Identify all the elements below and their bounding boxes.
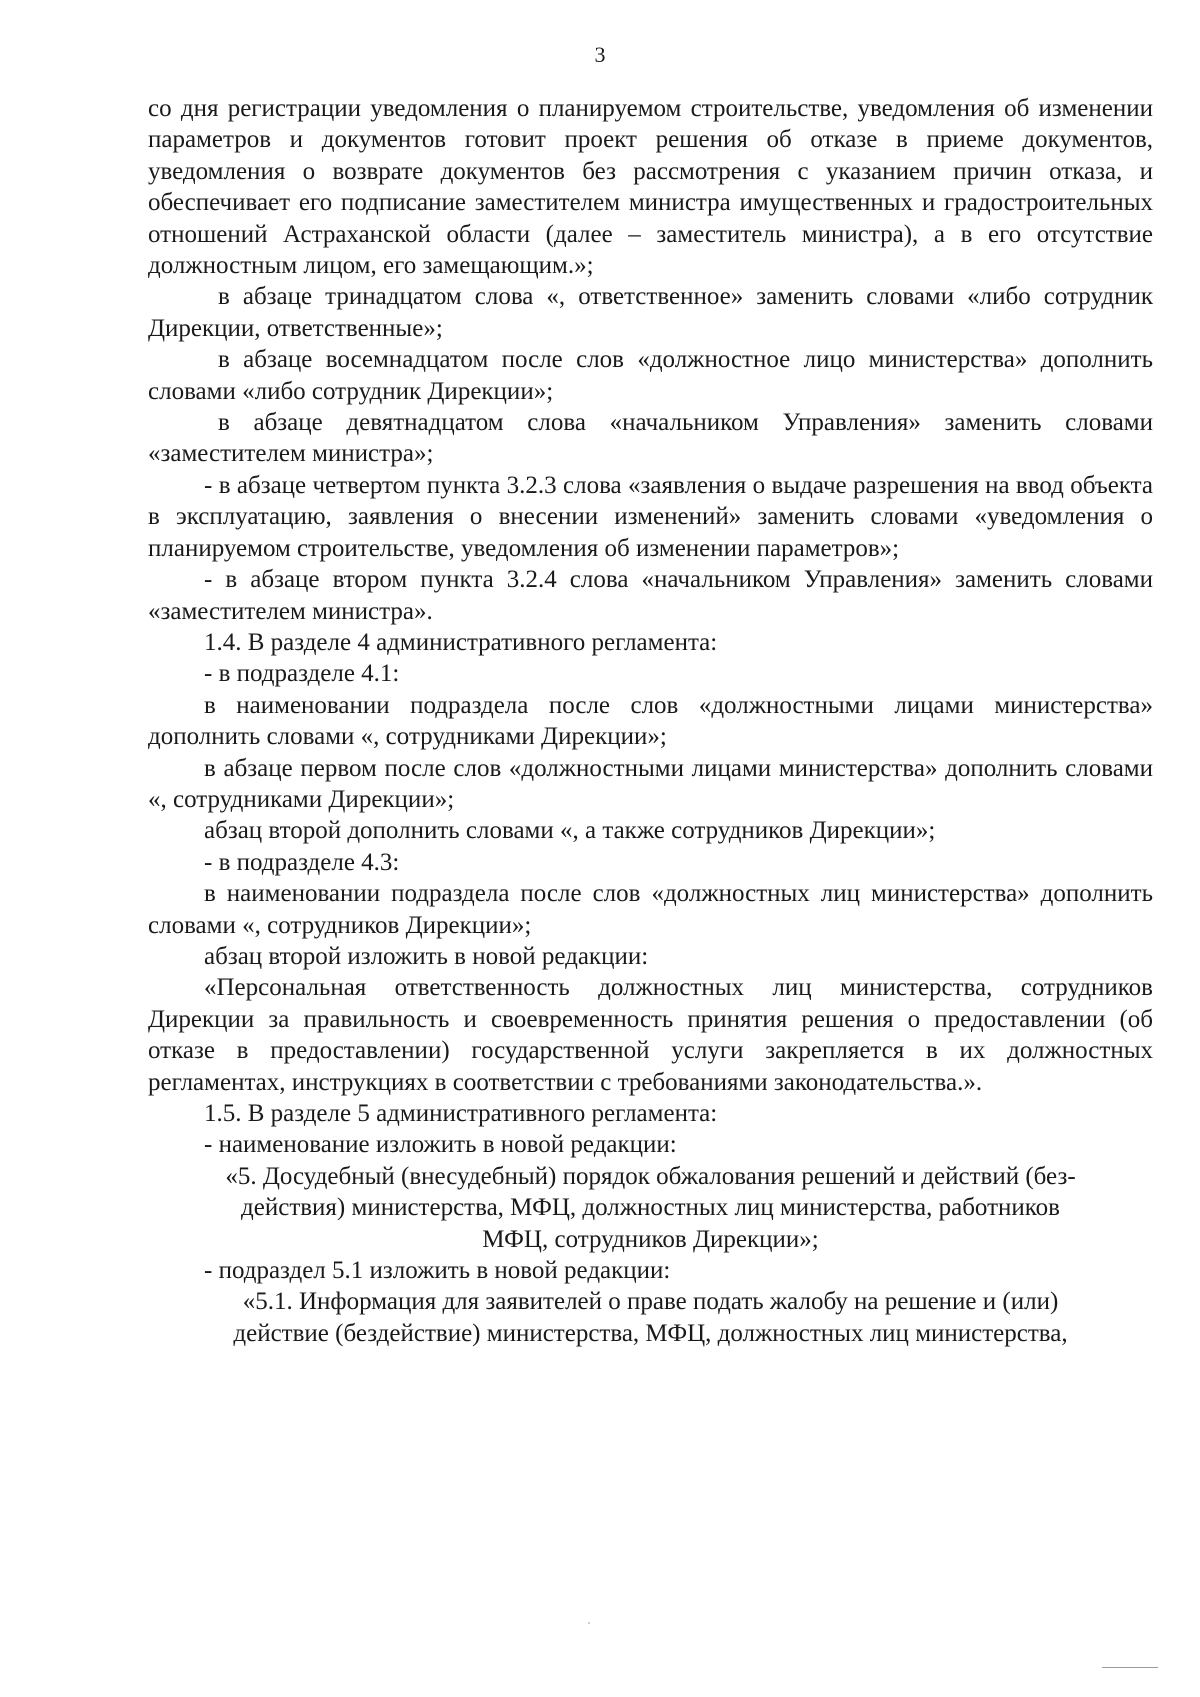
paragraph-11: абзац второй дополнить словами «, а также сотрудников Дирекции»; — [204, 817, 936, 845]
paragraph-1: со дня регистрации уведомления о планируемом строительстве, уведомления об изменении параметров и документов готовит проект решения об отказе в приеме документов, уведомления о возврате документов без рассмотрения с указанием причин отказа, и обеспечивает его подписание заместителем министра имущественных и градостроительных отношений Астраханской области (далее – заместитель министра), а в его отсутствие должностным лицом, его замещающим.»; — [148, 95, 1153, 280]
paragraph-6: - в абзаце втором пункта 3.2.4 слова «начальником Управления» заменить словами «заместителем министра». — [148, 566, 1153, 625]
scan-speck — [588, 1622, 590, 1624]
section-4-title: 1.4. В разделе 4 административного регламента: — [204, 628, 718, 656]
paragraph-after-heading: - подраздел 5.1 изложить в новой редакции: — [204, 1257, 671, 1285]
paragraph-4: в абзаце девятнадцатом слова «начальником Управления» заменить словами «заместителем министра»; — [148, 409, 1153, 468]
heading-5-1-line-2: действие (бездействие) министерства, МФЦ, должностных лиц министерства, — [233, 1319, 1068, 1347]
paragraph-2: в абзаце тринадцатом слова «, ответственное» заменить словами «либо сотрудник Дирекции, ответственные»; — [148, 283, 1153, 342]
subsection-4-3: - в подразделе 4.3: — [204, 848, 400, 876]
paragraph-14: абзац второй изложить в новой редакции: — [204, 942, 649, 970]
paragraph-10: в абзаце первом после слов «должностными лицами министерства» дополнить словами «, сотрудниками Дирекции»; — [148, 754, 1153, 813]
subsection-4-1: - в подразделе 4.1: — [204, 660, 400, 688]
quote-paragraph: «Персональная ответственность должностных лиц министерства, сотрудников Дирекции за правильность и своевременность принятия решения о предоставлении (об отказе в предоставлении) государственной услуги закрепляется в их должностных регламентах, инструкциях в соответствии с требованиями законодательства.». — [148, 974, 1153, 1096]
section-5-title: 1.5. В разделе 5 административного регламента: — [204, 1100, 718, 1127]
heading-5-line-2: действия) министерства, МФЦ, должностных лиц министерства, работников — [241, 1194, 1060, 1222]
bottom-edge-line — [1102, 1667, 1158, 1668]
page-number: 3 — [594, 42, 606, 67]
heading-5-line-3: МФЦ, сотрудников Дирекции»; — [482, 1225, 819, 1253]
heading-5-1-line-1: «5.1. Информация для заявителей о праве подать жалобу на решение и (или) — [242, 1288, 1059, 1316]
paragraph-9: в наименовании подраздела после слов «должностными лицами министерства» дополнить словами «, сотрудниками Дирекции»; — [148, 691, 1153, 751]
heading-5-line-1: «5. Досудебный (внесудебный) порядок обжалования решений и действий (без- — [225, 1162, 1076, 1190]
paragraph-13: в наименовании подраздела после слов «должностных лиц министерства» дополнить словами «, сотрудников Дирекции»; — [148, 880, 1153, 939]
paragraph-17: - наименование изложить в новой редакции: — [204, 1131, 677, 1159]
paragraph-5: - в абзаце четвертом пункта 3.2.3 слова «заявления о выдаче разрешения на ввод объекта в эксплуатацию, заявления о внесении изменений» заменить словами «уведомления о планируемом строительстве, уведомления об изменении параметров»; — [148, 471, 1153, 562]
document-body — [148, 93, 1153, 1349]
paragraph-3: в абзаце восемнадцатом после слов «должностное лицо министерства» дополнить словами «либо сотрудник Дирекции»; — [148, 346, 1153, 405]
